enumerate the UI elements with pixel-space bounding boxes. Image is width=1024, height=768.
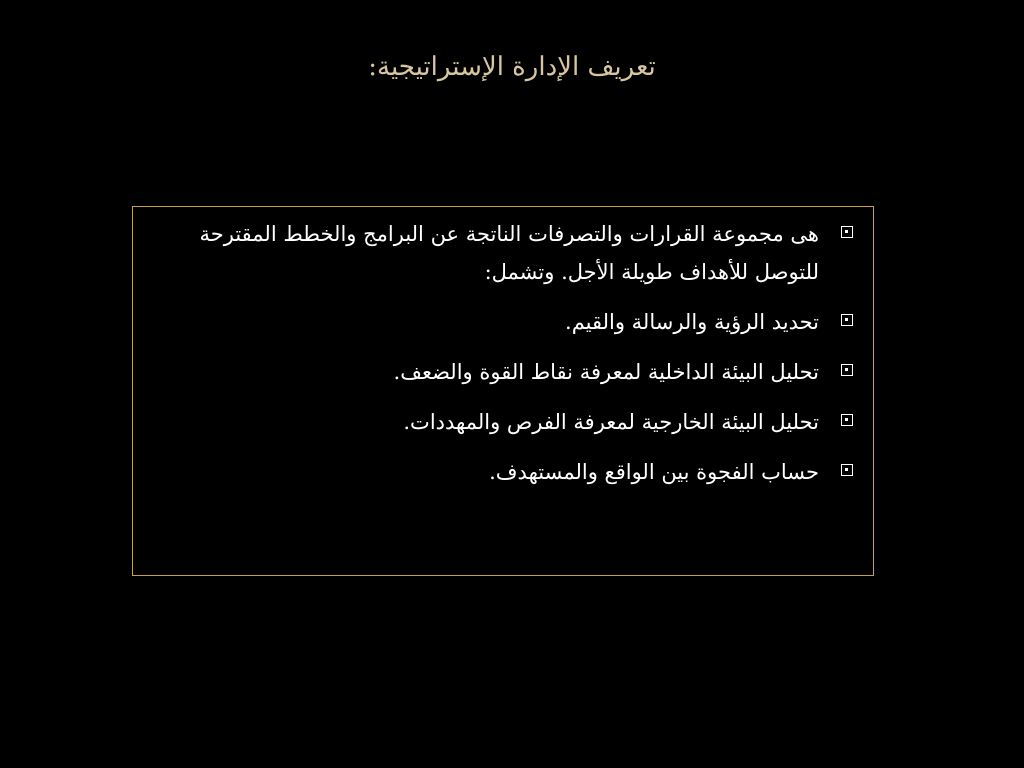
square-bullet-icon <box>841 464 853 476</box>
square-bullet-icon <box>841 414 853 426</box>
slide-title: تعريف الإدارة الإستراتيجية: <box>368 52 656 82</box>
bullet-text: تحديد الرؤية والرسالة والقيم. <box>565 310 819 334</box>
square-bullet-icon <box>841 314 853 326</box>
square-bullet-icon <box>841 226 853 238</box>
list-item <box>193 353 853 391</box>
bullet-text: تحليل البيئة الداخلية لمعرفة نقاط القوة والضعف. <box>393 360 819 384</box>
square-bullet-icon <box>841 364 853 376</box>
bullet-text: تحليل البيئة الخارجية لمعرفة الفرص والمهددات. <box>403 410 819 434</box>
list-item <box>193 403 853 441</box>
bullet-text: حساب الفجوة بين الواقع والمستهدف. <box>489 460 819 484</box>
list-item <box>193 303 853 341</box>
list-item <box>193 215 853 291</box>
content-box <box>132 206 874 576</box>
bullet-text: هى مجموعة القرارات والتصرفات الناتجة عن البرامج والخطط المقترحة للتوصل للأهداف طويلة الأجل. وتشمل: <box>199 222 819 284</box>
list-item <box>193 453 853 491</box>
bullet-list <box>193 215 853 503</box>
